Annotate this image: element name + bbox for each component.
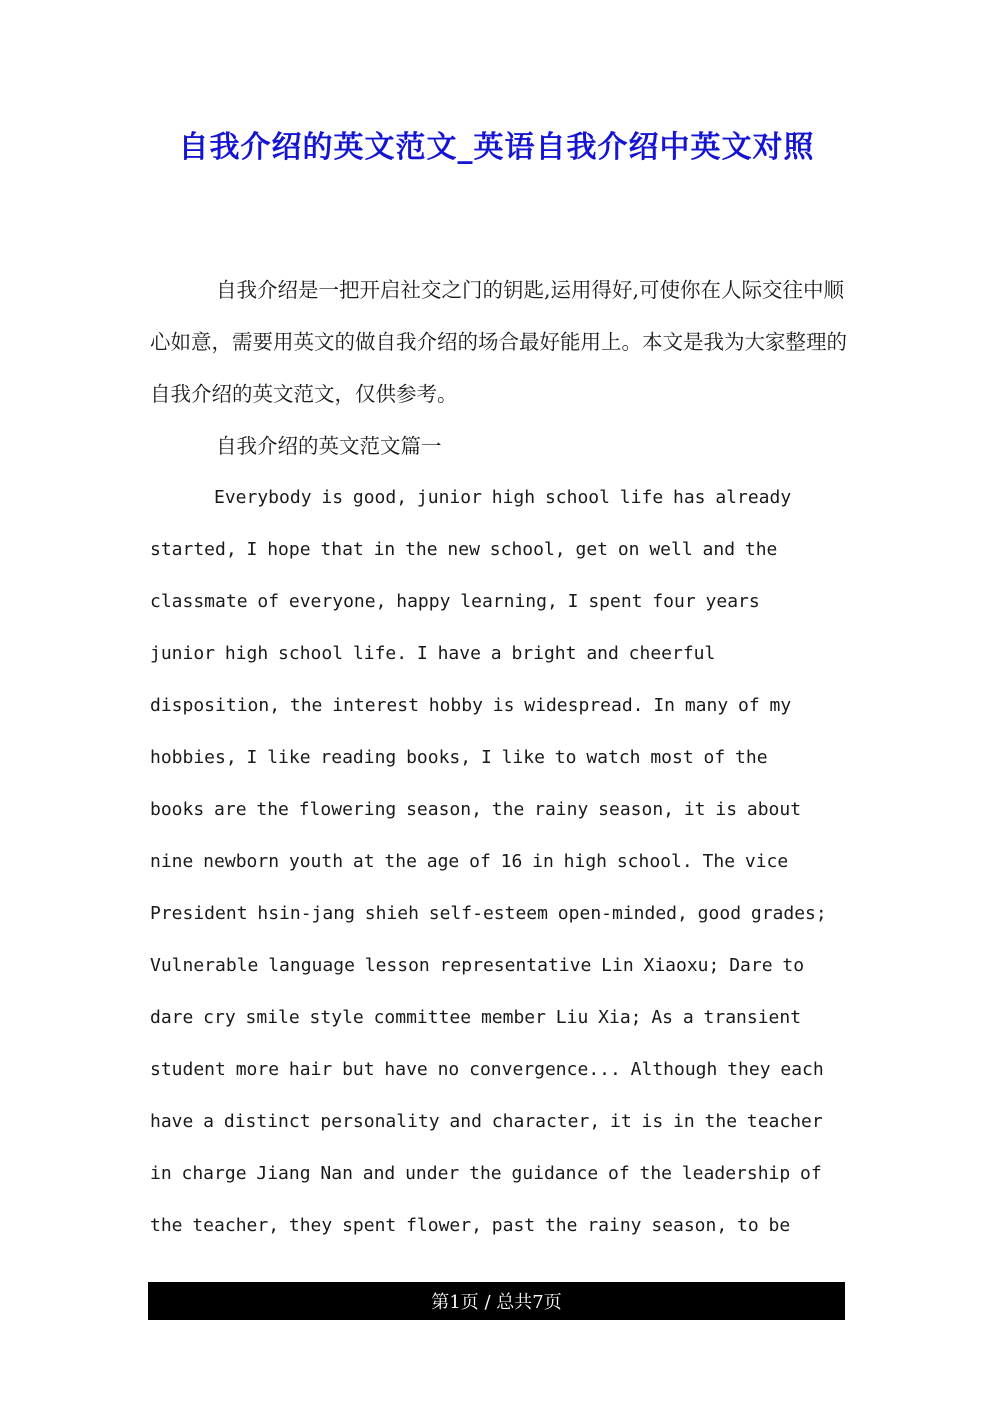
english-line: Everybody is good, junior high school life has already bbox=[214, 487, 792, 508]
english-line: classmate of everyone, happy learning, I spent four years bbox=[150, 591, 760, 612]
english-line: Vulnerable language lesson representative Lin Xiaoxu; Dare to bbox=[150, 955, 805, 976]
intro-paragraph: 自我介绍是一把开启社交之门的钥匙,运用得好,可使你在人际交往中顺心如意，需要用英文的做自我介绍的场合最好能用上。本文是我为大家整理的自我介绍的英文范文，仅供参考。 bbox=[150, 278, 847, 406]
english-line: in charge Jiang Nan and under the guidance of the leadership of bbox=[150, 1163, 822, 1184]
english-line: books are the flowering season, the rainy season, it is about bbox=[150, 799, 802, 820]
page-indicator: 第1页 / 总共7页 bbox=[431, 1292, 562, 1313]
english-line: started, I hope that in the new school, get on well and the bbox=[150, 539, 778, 560]
english-line: disposition, the interest hobby is widespread. In many of my bbox=[150, 695, 792, 716]
document-title: 自我介绍的英文范文_英语自我介绍中英文对照 bbox=[178, 130, 815, 165]
english-line: student more hair but have no convergence... Although they each bbox=[150, 1059, 824, 1080]
english-line: dare cry smile style committee member Liu Xia; As a transient bbox=[150, 1007, 802, 1028]
english-line: have a distinct personality and character, it is in the teacher bbox=[150, 1111, 823, 1132]
page-footer-bar bbox=[148, 1282, 845, 1320]
english-line: junior high school life. I have a bright and cheerful bbox=[150, 643, 716, 664]
english-line: the teacher, they spent flower, past the rainy season, to be bbox=[150, 1215, 791, 1236]
english-line: nine newborn youth at the age of 16 in high school. The vice bbox=[150, 851, 789, 872]
english-line: hobbies, I like reading books, I like to watch most of the bbox=[150, 747, 768, 768]
english-paragraph bbox=[150, 472, 850, 1252]
section-heading: 自我介绍的英文范文篇一 bbox=[216, 434, 442, 458]
english-line: President hsin-jang shieh self-esteem open-minded, good grades; bbox=[150, 903, 827, 924]
document-body bbox=[150, 264, 850, 1252]
